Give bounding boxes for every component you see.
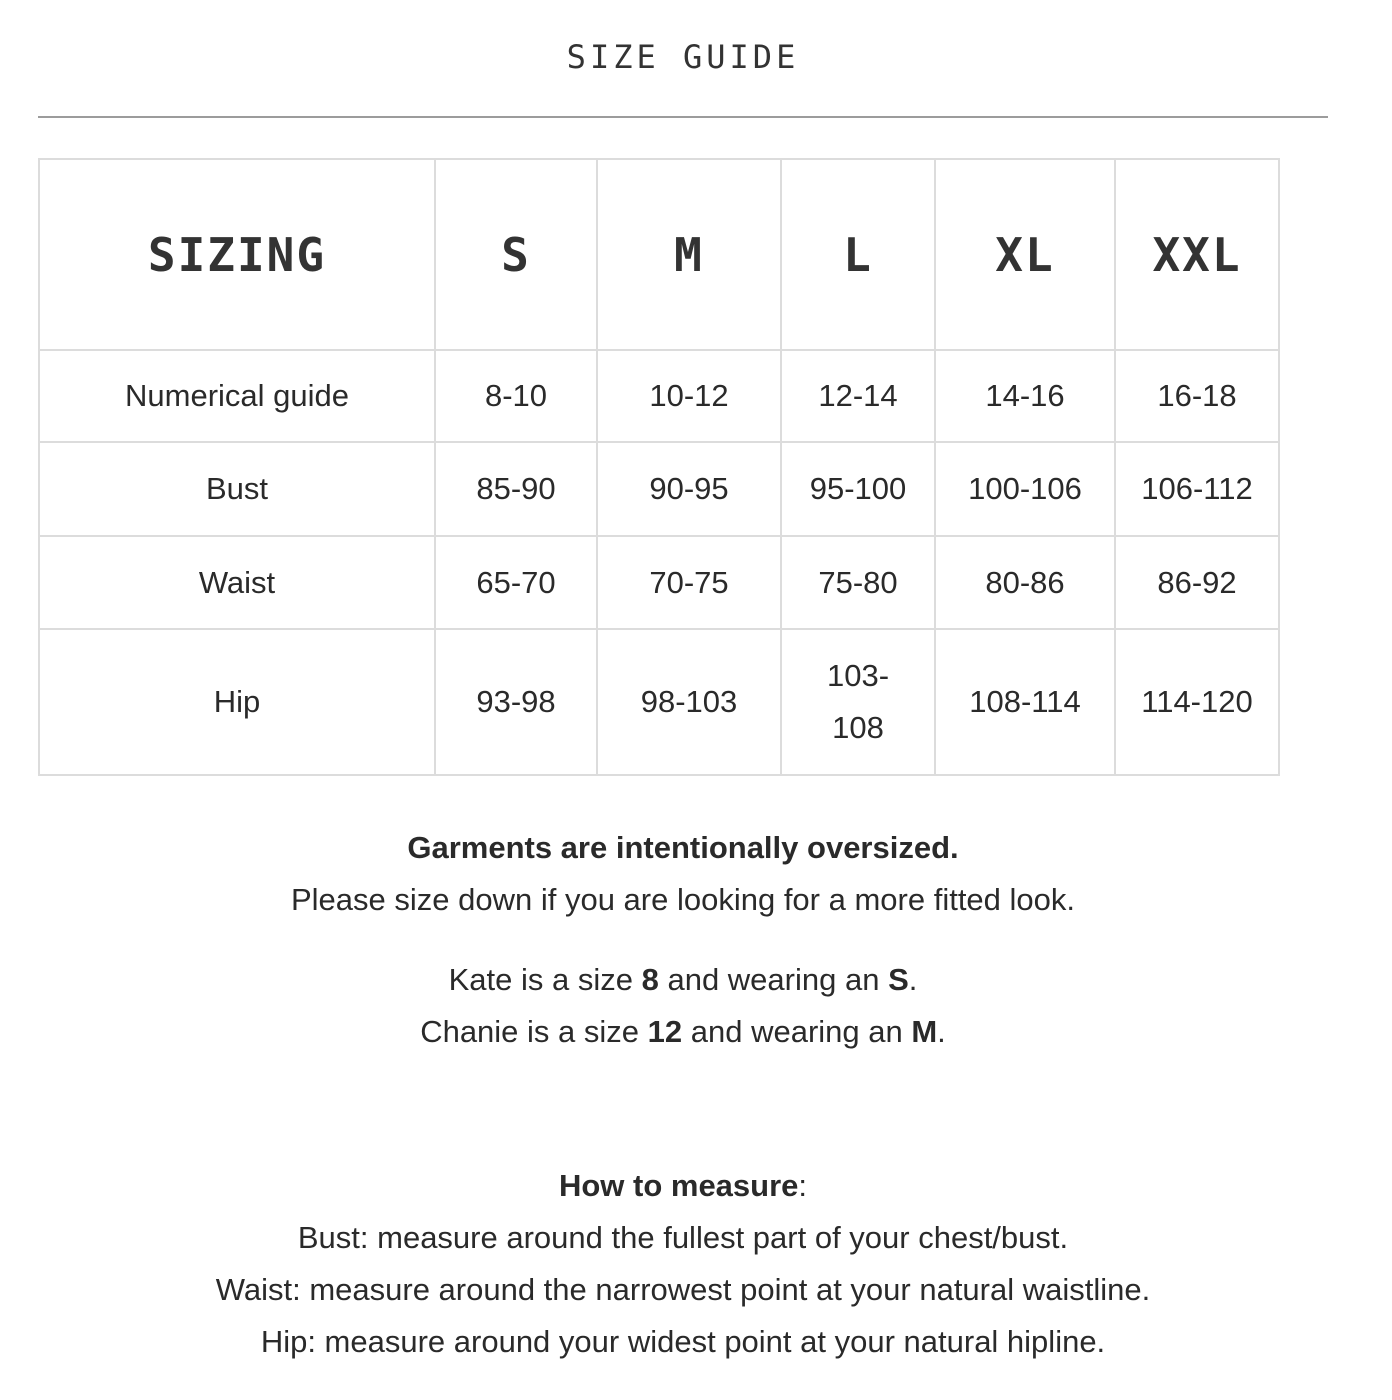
model-line-text: and wearing an [682, 1014, 912, 1049]
table-cell: 75-80 [781, 536, 935, 629]
table-cell: 114-120 [1115, 629, 1279, 775]
table-cell: 8-10 [435, 350, 597, 442]
table-cell: 93-98 [435, 629, 597, 775]
measure-instruction-bust: Bust: measure around the fullest part of your chest/bust. [297, 1220, 1069, 1255]
table-cell: 14-16 [935, 350, 1115, 442]
header-sizing: SIZING [39, 159, 435, 350]
model-size-number: 12 [647, 1014, 683, 1049]
model-line [0, 1006, 1366, 1058]
model-line-text: Chanie is a size [420, 1014, 648, 1049]
how-to-measure-colon: : [798, 1168, 808, 1203]
header-size-xxl: XXL [1115, 159, 1279, 350]
table-cell: 80-86 [935, 536, 1115, 629]
model-line-text: . [937, 1014, 946, 1049]
fit-note-line: Please size down if you are looking for a more fitted look. [290, 882, 1076, 917]
table-cell: 108-114 [935, 629, 1115, 775]
row-label: Waist [39, 536, 435, 629]
table-row [39, 350, 1279, 442]
how-to-measure [0, 1160, 1366, 1368]
fit-note [0, 822, 1366, 926]
table-row [39, 442, 1279, 536]
header-size-l: L [781, 159, 935, 350]
table-cell: 86-92 [1115, 536, 1279, 629]
table-cell: 90-95 [597, 442, 781, 536]
header-size-s: S [435, 159, 597, 350]
table-cell: 95-100 [781, 442, 935, 536]
how-to-measure-title: How to measure [558, 1168, 799, 1203]
row-label: Hip [39, 629, 435, 775]
table-cell: 70-75 [597, 536, 781, 629]
table-cell: 85-90 [435, 442, 597, 536]
table-cell: 16-18 [1115, 350, 1279, 442]
model-sizes-note [0, 954, 1366, 1058]
measure-instruction-hip: Hip: measure around your widest point at your natural hipline. [260, 1324, 1106, 1359]
table-row [39, 629, 1279, 775]
model-line [0, 954, 1366, 1006]
model-line-text: . [908, 962, 918, 997]
model-line-text: Kate is a size [448, 962, 642, 997]
header-size-xl: XL [935, 159, 1115, 350]
model-size-number: 8 [641, 962, 659, 997]
size-table [38, 158, 1280, 776]
table-cell: 100-106 [935, 442, 1115, 536]
header-divider [38, 116, 1328, 118]
measure-instruction-waist: Waist: measure around the narrowest point at your natural waistline. [215, 1272, 1151, 1307]
table-cell: 12-14 [781, 350, 935, 442]
row-label: Bust [39, 442, 435, 536]
fit-note-bold: Garments are intentionally oversized. [407, 830, 959, 865]
table-cell: 106-112 [1115, 442, 1279, 536]
model-size-letter: S [888, 962, 909, 997]
row-label: Numerical guide [39, 350, 435, 442]
table-cell: 65-70 [435, 536, 597, 629]
how-to-measure-heading [0, 1160, 1366, 1212]
model-line-text: and wearing an [658, 962, 889, 997]
table-header-row [39, 159, 1279, 350]
model-size-letter: M [911, 1014, 938, 1049]
table-cell: 103- 108 [781, 629, 935, 775]
table-cell: 10-12 [597, 350, 781, 442]
table-row [39, 536, 1279, 629]
header-size-m: M [597, 159, 781, 350]
page-title: SIZE GUIDE [566, 38, 800, 76]
table-cell: 98-103 [597, 629, 781, 775]
